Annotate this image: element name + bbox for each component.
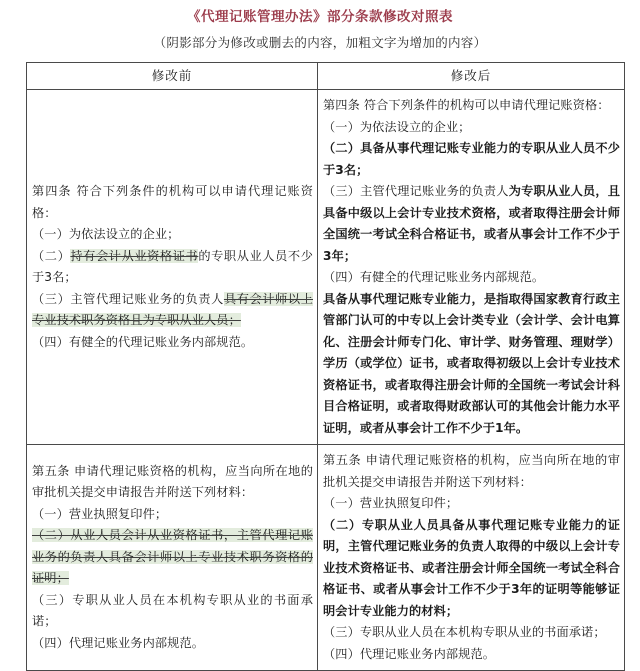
- table-row: [27, 445, 625, 671]
- text-run: （四）代理记账业务内部规范。: [323, 646, 496, 661]
- paragraph: [32, 633, 313, 655]
- text-run: 第五条 申请代理记账资格的机构，应当向所在地的审批机关提交申请报告并附送下列材料：: [32, 463, 313, 500]
- text-run: （一）为依法设立的企业；: [323, 119, 471, 134]
- cell-article5-after: [318, 445, 625, 671]
- paragraph: [323, 622, 620, 644]
- deleted-text: 持有会计从业资格证书: [70, 248, 199, 263]
- paragraph: [32, 224, 313, 246]
- text-run: （四）有健全的代理记账业务内部规范。: [32, 334, 254, 349]
- page-subtitle: （阴影部分为修改或删去的内容，加粗文字为增加的内容）: [153, 35, 487, 50]
- text-run: 第四条 符合下列条件的机构可以申请代理记账资格：: [323, 98, 610, 112]
- paragraph: [32, 590, 313, 633]
- cell-article4-before: [27, 90, 318, 445]
- text-run: （一）营业执照复印件；: [32, 506, 168, 521]
- table-row: [27, 90, 625, 445]
- table-header-row: [27, 63, 625, 90]
- added-text: 具备从事代理记账专业能力，是指取得国家教育行政主管部门认可的中专以上会计类专业（会计学、会计电算化、注册会计师专门化、审计学、财务管理、理财学）学历（或学位）证书，或者取得初级以上会计专业技术资格证书，或者取得注册会计师的全国统一考试会计科目合格证明，或者取得财政部认可的其他会计能力水平证明，或者从事会计工作不少于1年。: [323, 291, 620, 435]
- table-header: [27, 63, 625, 90]
- text-run: （一）为依法设立的企业；: [32, 227, 180, 241]
- text-run: （四）有健全的代理记账业务内部规范。: [323, 270, 545, 284]
- paragraph-added: [323, 515, 620, 623]
- cell-article5-before: [27, 445, 318, 671]
- text-run: 第四条 符合下列条件的机构可以申请代理记账资格：: [32, 184, 313, 220]
- paragraph: [323, 117, 620, 139]
- paragraph: [323, 267, 620, 289]
- text-run: （三）主管代理记账业务的负责人: [323, 184, 509, 198]
- added-text: 为专职从业人员，且具备中级以上会计专业技术资格，或者取得注册会计师全国统一考试全科合格证书，或者从事会计工作不少于3年；: [323, 184, 621, 263]
- cell-content: [318, 445, 624, 670]
- cell-content: [27, 176, 317, 358]
- paragraph: [323, 450, 620, 493]
- paragraph: [32, 181, 313, 224]
- paragraph: [32, 246, 313, 289]
- paragraph: [32, 504, 313, 526]
- deleted-text: 具有会计师以上专业技术职务资格且为专职从业人员；: [32, 291, 313, 327]
- paragraph: [323, 493, 620, 515]
- paragraph: [32, 525, 313, 590]
- text-run: （四）代理记账业务内部规范。: [32, 635, 205, 650]
- paragraph: [323, 95, 620, 117]
- comparison-table: [26, 62, 625, 671]
- text-run: 的专职从业人员不少于3名；: [32, 248, 313, 284]
- page-title: 《代理记账管理办法》部分条款修改对照表: [187, 9, 453, 25]
- added-text: （二）专职从业人员具备从事代理记账专业能力的证明，主管代理记账业务的负责人取得的中级以上会计专业技术资格证书、或者注册会计师全国统一考试全科合格证书、或者从事会计工作不少于3年的证明等能够证明会计专业能力的材料；: [323, 517, 620, 618]
- text-run: （一）营业执照复印件；: [323, 496, 459, 510]
- deleted-text: （二）从业人员会计从业资格证书，主管代理记账业务的负责人具备会计师以上专业技术职务资格的证明；: [32, 528, 313, 586]
- cell-content: [318, 90, 624, 444]
- comparison-table-wrapper: [26, 62, 624, 671]
- paragraph-added: [323, 289, 620, 440]
- text-run: （三）专职从业人员在本机构专职从业的书面承诺；: [323, 625, 606, 639]
- paragraph: [323, 644, 620, 666]
- added-text: （二）具备从事代理记账专业能力的专职从业人员不少于3名；: [323, 141, 620, 177]
- paragraph: [32, 461, 313, 504]
- text-run: （三）专职从业人员在本机构专职从业的书面承诺；: [32, 592, 313, 629]
- text-run: （二）: [32, 248, 71, 263]
- paragraph: [32, 289, 313, 332]
- column-header-before: 修改前: [27, 63, 318, 90]
- paragraph: [32, 332, 313, 354]
- paragraph-added: [323, 138, 620, 181]
- paragraph: [323, 181, 620, 267]
- cell-content: [27, 456, 317, 660]
- text-run: 第五条 申请代理记账资格的机构，应当向所在地的审批机关提交申请报告并附送下列材料：: [323, 453, 620, 489]
- column-header-after: 修改后: [318, 63, 625, 90]
- text-run: （三）主管代理记账业务的负责人: [32, 291, 224, 306]
- cell-article4-after: [318, 90, 625, 445]
- table-body: [27, 90, 625, 671]
